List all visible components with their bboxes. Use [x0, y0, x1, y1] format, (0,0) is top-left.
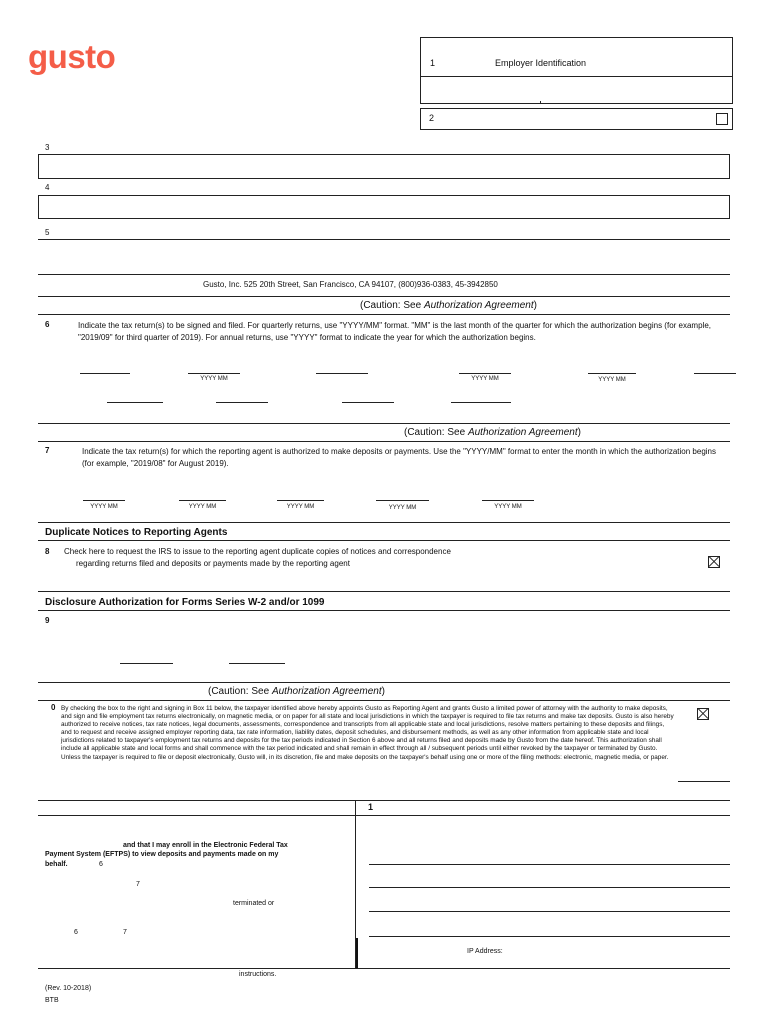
- eftps-line1: and that I may enroll in the Electronic Federal Tax: [123, 842, 288, 849]
- sec8-heading: Duplicate Notices to Reporting Agents: [45, 527, 228, 538]
- caution-10: (Caution: See Authorization Agreement): [208, 686, 385, 697]
- sec10-text: By checking the box to the right and signing in Box 11 below, the taxpayer identified above hereby appoints Gusto as Reporting Agent and grants Gusto a limited power of attorney with the authority to make deposits, and sign and file employment tax returns electronically, on magnetic media, or on paper for all state and local jurisdictions in which the taxpayer is required to file tax returns and make tax deposits. Gusto is also hereby authorized to receive notices, tax rate notices, legal documents, assessments, correspondence and transcripts from all applicable state and local jurisdictions, resolve matters pertaining to these deposits and filings, and to request and receive assigned employer reporting data, tax rate information, liability dates, deposit schedules, and disbursement methods, as well as any other information from applicable state and local jurisdictions related to taxpayer's employment tax returns and deposits for the tax periods indicated in Section 6 above and all returns filed and deposits made by Gusto from the date hereof. This authorization shall include all applicable state and local forms and shall commence with the tax period indicated and shall remain in effect through all / subsequent periods until either revoked by the taxpayer or terminated by Gusto. Unless the taxpayer is required to file or deposit electronically, Gusto will, in its discretion, file and make deposits on the taxpayer's behalf using one or more of the filing methods: electronic, magnetic media, or paper.: [61, 705, 674, 761]
- ref-6b: 6: [74, 929, 78, 936]
- sec6-yyyymm-3: YYYY MM: [598, 377, 626, 383]
- sec6-number: 6: [45, 320, 50, 329]
- reporting-agent-checkbox[interactable]: [697, 708, 709, 720]
- field3-number: 3: [45, 143, 50, 152]
- revision-label: (Rev. 10-2018): [45, 985, 92, 992]
- sec7-yyyymm-1: YYYY MM: [90, 504, 118, 510]
- sec7-yyyymm-4: YYYY MM: [388, 505, 417, 511]
- employer-identification-label: Employer Identification: [495, 58, 587, 68]
- field4-input[interactable]: [38, 195, 730, 219]
- sec8-line1: Check here to request the IRS to issue to the reporting agent duplicate copies of notices and correspondence: [64, 547, 451, 556]
- ip-address-label: IP Address:: [467, 948, 503, 955]
- sec11-number: 1: [368, 802, 374, 812]
- ref-6a: 6: [99, 861, 103, 868]
- gusto-logo: gusto: [28, 38, 116, 75]
- field5-number: 5: [45, 228, 50, 237]
- sec9-number: 9: [45, 616, 50, 625]
- signature-line[interactable]: [369, 864, 730, 865]
- agent-info: Gusto, Inc. 525 20th Street, San Francisco, CA 94107, (800)936-0383, 45-3942850: [203, 280, 498, 289]
- duplicate-notices-checkbox[interactable]: [708, 556, 720, 568]
- terminated-text: terminated or: [233, 900, 275, 907]
- eftps-line3: behalf.: [45, 861, 68, 868]
- ref-7b: 7: [123, 929, 127, 936]
- sec7-yyyymm-2: YYYY MM: [188, 504, 217, 510]
- box2-number: 2: [429, 113, 435, 123]
- caution-7: (Caution: See Authorization Agreement): [404, 427, 581, 438]
- sec6-text: Indicate the tax return(s) to be signed and filed. For quarterly returns, use "YYYY/MM" format. "MM" is the last month of the quarter for which the authorization begins (for example, "2019/09" for third quarter of 2019). For annual returns, use "YYYY" format to indicate the year for which the authorization begins.: [78, 321, 711, 342]
- sec7-number: 7: [45, 446, 50, 455]
- caution-6: (Caution: See Authorization Agreement): [360, 300, 537, 311]
- ref-7a: 7: [136, 881, 140, 888]
- sec9-heading: Disclosure Authorization for Forms Series W-2 and/or 1099: [45, 597, 325, 608]
- date-line[interactable]: [369, 936, 730, 937]
- name-line[interactable]: [369, 887, 730, 888]
- sec6-yyyymm-1: YYYY MM: [200, 376, 228, 382]
- field4-number: 4: [45, 183, 50, 192]
- instructions-text: instructions.: [239, 971, 277, 978]
- sec8-number: 8: [45, 547, 50, 556]
- field3-input[interactable]: [38, 154, 730, 179]
- sec7-yyyymm-3: YYYY MM: [286, 504, 315, 510]
- box2-checkbox[interactable]: [716, 113, 728, 125]
- box1-number: 1: [430, 58, 436, 68]
- title-line[interactable]: [369, 911, 730, 912]
- employer-id-box: [420, 37, 733, 104]
- sec10-number: 0: [51, 703, 56, 712]
- sec8-line2: regarding returns filed and deposits or payments made by the reporting agent: [76, 559, 350, 568]
- sec6-yyyymm-2: YYYY MM: [471, 376, 499, 382]
- box2: [420, 108, 733, 130]
- form-code: BTB: [45, 997, 59, 1004]
- eftps-line2: Payment System (EFTPS) to view deposits and payments made on my: [45, 851, 279, 858]
- sec7-yyyymm-5: YYYY MM: [494, 504, 522, 510]
- sec7-text: Indicate the tax return(s) for which the reporting agent is authorized to make deposits or payments. Use the "YYYY/MM" format to enter the month in which the authorization begins (for example, "2019/08" for August 2019).: [82, 447, 717, 468]
